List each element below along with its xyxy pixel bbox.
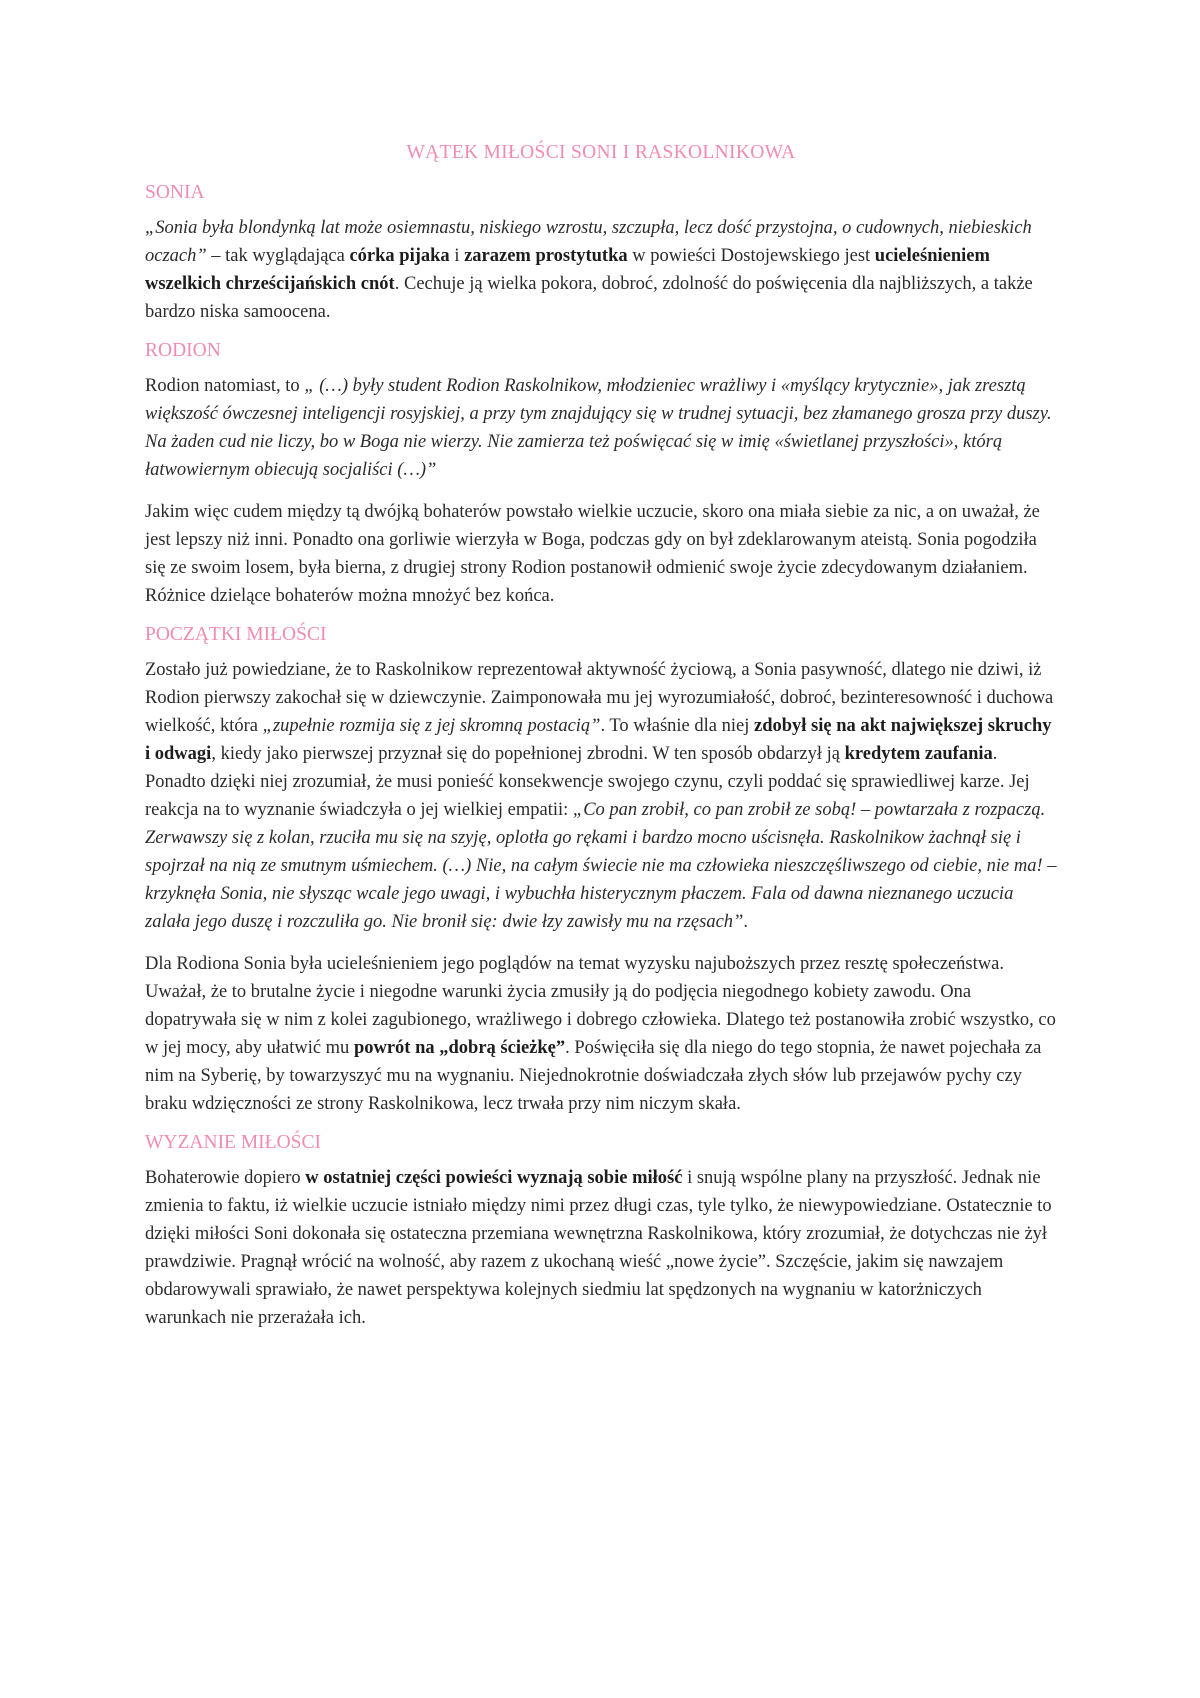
paragraph (145, 1164, 1057, 1332)
text-run: Zostało już powiedziane, że to Raskolnikow reprezentował aktywność życiową, a Sonia pasywność, dlatego nie dziwi, iż Rodion pierwszy zakochał się w dziewczynie. Zaimponowała mu jej wyrozumiałość, dobroć, bezinteresowność i duchowa wielkość, która (145, 660, 1054, 736)
section-heading: SONIA (145, 182, 205, 203)
text-run: Dla Rodiona Sonia była ucieleśnieniem jego poglądów na temat wyzysku najuboższych przez resztę społeczeństwa. Uważał, że to brutalne życie i niegodne warunki życia zmusiły ją do podjęcia niegodnego kobiety zawodu. Ona dopatrywała się w nim z kolei zagubionego, wrażliwego i dobrego człowieka. Dlatego też postanowiła zrobić wszystko, co w jej mocy, aby ułatwić mu (145, 954, 1056, 1058)
paragraph (145, 498, 1057, 610)
bold-text: kredytem zaufania (844, 744, 993, 764)
text-run: Rodion natomiast, to (145, 376, 305, 396)
quote-text: „Co pan zrobił, co pan zrobił ze sobą! – powtarzała z rozpaczą. Zerwawszy się z kolan, rzuciła mu się na szyję, oplotła go rękami i bardzo mocno uścisnęła. Raskolnikow żachnął się i spojrzał na nią ze smutnym uśmiechem. (…) Nie, na całym świecie nie ma człowieka nieszczęśliwszego od ciebie, nie ma! – krzyknęła Sonia, nie słysząc wcale jego uwagi, i wybuchła histerycznym płaczem. Fala od dawna nieznanego uczucia zalała jego duszę i rozczuliła go. Nie bronił się: dwie łzy zawisły mu na rzęsach” (145, 800, 1057, 932)
document-page (145, 142, 1057, 1346)
paragraph (145, 656, 1057, 936)
text-run: w powieści Dostojewskiego jest (627, 246, 875, 266)
bold-text: ucieleśnieniem wszelkich chrześcijańskich cnót (145, 246, 990, 294)
bold-text: córka pijaka (349, 246, 450, 266)
section-heading: POCZĄTKI MIŁOŚCI (145, 624, 327, 645)
bold-text: powrót na „dobrą ścieżkę” (353, 1038, 566, 1058)
text-run: . Poświęciła się dla niego do tego stopnia, że nawet pojechała za nim na Syberię, by towarzyszyć mu na wygnaniu. Niejednokrotnie doświadczała złych słów lub przejawów pychy czy braku wdzięczności ze strony Raskolnikowa, lecz trwała przy nim niczym skała. (145, 1038, 1042, 1114)
text-run: i snują wspólne plany na przyszłość. Jednak nie zmienia to faktu, iż wielkie uczucie istniało między nimi przez długi czas, tyle tylko, że niewypowiedziane. Ostatecznie to dzięki miłości Soni dokonała się ostateczna przemiana wewnętrzna Raskolnikowa, który zrozumiał, że dotychczas nie żył prawdziwie. Pragnął wrócić na wolność, aby razem z ukochaną wieść „nowe życie”. Szczęście, jakim się nawzajem obdarowywali sprawiało, że nawet perspektywa kolejnych siedmiu lat spędzonych na wygnaniu w katorżniczych warunkach nie przerażała ich. (145, 1168, 1052, 1328)
paragraph (145, 950, 1057, 1118)
paragraph (145, 372, 1057, 484)
quote-text: „ (…) były student Rodion Raskolnikow, młodzieniec wrażliwy i «myślący krytycznie», jak zresztą większość ówczesnej inteligencji rosyjskiej, a przy tym znajdujący się w trudnej sytuacji, bez złamanego grosza przy duszy. Na żaden cud nie liczy, bo w Boga nie wierzy. Nie zamierza też poświęcać się w imię «świetlanej przyszłości», którą łatwowiernym obiecują socjaliści (…)” (145, 376, 1052, 480)
bold-text: w ostatniej części powieści wyznają sobie miłość (305, 1168, 683, 1188)
quote-text: „Sonia była blondynką lat może osiemnastu, niskiego wzrostu, szczupła, lecz dość przystojna, o cudownych, niebieskich oczach” (145, 218, 1032, 266)
quote-text: „zupełnie rozmija się z jej skromną postacią” (262, 716, 601, 736)
bold-text: zarazem prostytutka (464, 246, 628, 266)
text-run: . To właśnie dla niej (600, 716, 754, 736)
text-run: i (449, 246, 465, 266)
text-run: . Cechuje ją wielka pokora, dobroć, zdolność do poświęcenia dla najbliższych, a także bardzo niska samoocena. (145, 274, 1033, 322)
text-run: . Ponadto dzięki niej zrozumiał, że musi ponieść konsekwencje swojego czynu, czyli poddać się sprawiedliwej karze. Jej reakcja na to wyznanie świadczyła o jej wielkiej empatii: (145, 744, 1030, 820)
text-run: Jakim więc cudem między tą dwójką bohaterów powstało wielkie uczucie, skoro ona miała siebie za nic, a on uważał, że jest lepszy niż inni. Ponadto ona gorliwie wierzyła w Boga, podczas gdy on był zdeklarowanym ateistą. Sonia pogodziła się ze swoim losem, była bierna, z drugiej strony Rodion postanowił odmienić swoje życie zdecydowanym działaniem. Różnice dzielące bohaterów można mnożyć bez końca. (145, 502, 1040, 606)
bold-text: zdobył się na akt największej skruchy i odwagi (145, 716, 1052, 764)
section-heading: RODION (145, 340, 221, 361)
text-run: , kiedy jako pierwszej przyznał się do popełnionej zbrodni. W ten sposób obdarzył ją (211, 744, 845, 764)
document-body (145, 182, 1057, 1332)
paragraph (145, 214, 1057, 326)
document-title: WĄTEK MIŁOŚCI SONI I RASKOLNIKOWA (406, 142, 796, 163)
text-run: – tak wyglądająca (206, 246, 350, 266)
section-heading: WYZANIE MIŁOŚCI (145, 1132, 322, 1153)
text-run: . (743, 912, 748, 932)
text-run: Bohaterowie dopiero (145, 1168, 306, 1188)
